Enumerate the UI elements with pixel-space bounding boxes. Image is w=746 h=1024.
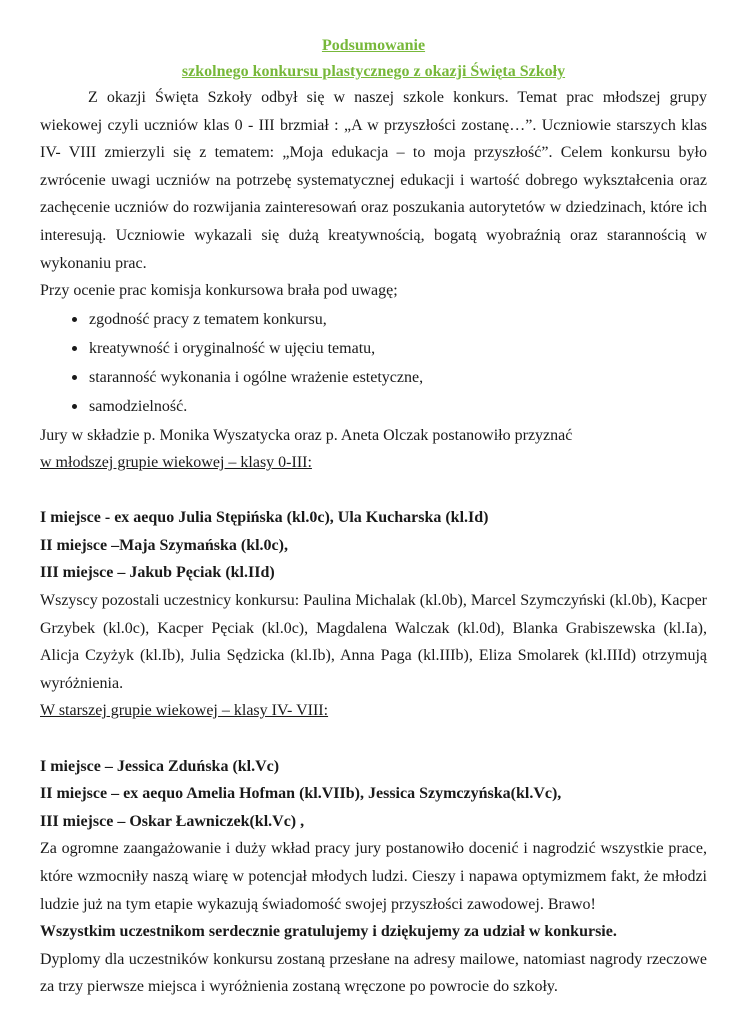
older-group-heading: W starszej grupie wiekowej – klasy IV- VIII:: [40, 702, 329, 720]
bullet-icon: [72, 404, 77, 409]
document-subtitle: szkolnego konkursu plastycznego z okazji Święta Szkoły: [181, 63, 566, 80]
criteria-item: [72, 363, 707, 392]
criteria-item: [72, 392, 707, 421]
younger-third-place: III miejsce – Jakub Pęciak (kl.IId): [40, 564, 275, 582]
spacer: [40, 725, 707, 753]
older-second-place: II miejsce – ex aequo Amelia Hofman (kl.VIIb), Jessica Szymczyńska(kl.Vc),: [40, 785, 562, 803]
closing-paragraph: Za ogromne zaangażowanie i duży wkład pracy jury postanowiło docenić i nagrodzić wszystkie prace, które wzmocniły naszą wiarę w potencjał młodych ludzi. Cieszy i napawa optymizmem fakt, że młodzi ludzie już na tym etapie wykazują świadomość swojej przyszłości zawodowej. Brawo!: [40, 840, 707, 913]
diplomas-paragraph: Dyplomy dla uczestników konkursu zostaną przesłane na adresy mailowe, natomiast nagrody rzeczowe za trzy pierwsze miejsca i wyróżnienia zostaną wręczone po powrocie do szkoły.: [40, 950, 707, 996]
older-third-place: III miejsce – Oskar Ławniczek(kl.Vc) ,: [40, 812, 305, 830]
document-title: Podsumowanie: [321, 37, 426, 54]
criteria-item-text: zgodność pracy z tematem konkursu,: [89, 310, 327, 328]
younger-second-place: II miejsce –Maja Szymańska (kl.0c),: [40, 536, 288, 554]
criteria-item: [72, 305, 707, 334]
criteria-list: [40, 305, 707, 422]
younger-distinctions: Wszyscy pozostali uczestnicy konkursu: Paulina Michalak (kl.0b), Marcel Szymczyński (kl.0b), Kacper Grzybek (kl.0c), Kacper Pęciak (kl.0c), Magdalena Walczak (kl.0d), Blanka Grabiszewska (kl.Ia), Alicja Czyżyk (kl.Ib), Julia Sędzicka (kl.Ib), Anna Paga (kl.IIIb), Eliza Smolarek (kl.IIId) otrzymują wyróżnienia.: [40, 592, 707, 692]
bullet-icon: [72, 346, 77, 351]
document-page: [40, 34, 707, 1001]
bullet-icon: [72, 375, 77, 380]
criteria-item: [72, 334, 707, 363]
thanks-paragraph: Wszystkim uczestnikom serdecznie gratulujemy i dziękujemy za udział w konkursie.: [40, 923, 617, 941]
criteria-item-text: samodzielność.: [89, 398, 188, 416]
younger-group-heading: w młodszej grupie wiekowej – klasy 0-III:: [40, 454, 312, 472]
older-first-place: I miejsce – Jessica Zduńska (kl.Vc): [40, 757, 280, 775]
bullet-icon: [72, 317, 77, 322]
criteria-item-text: kreatywność i oryginalność w ujęciu tematu,: [89, 339, 376, 357]
intro-paragraph: Z okazji Święta Szkoły odbył się w naszej szkole konkurs. Temat prac młodszej grupy wiekowej czyli uczniów klas 0 - III brzmiał : „A w przyszłości zostanę…”. Uczniowie starszych klas IV- VIII zmierzyli się z tematem: „Moja edukacja – to moja przyszłość”. Celem konkursu było zwrócenie uwagi uczniów na potrzebę systematycznej edukacji i wartość dobrego wykształcenia oraz zachęcenie uczniów do rozwijania zainteresowań oraz poszukania autorytetów w dziedzinach, które ich interesują. Uczniowie wykazali się dużą kreatywnością, bogatą wyobraźnią oraz starannością w wykonaniu prac.: [40, 89, 707, 272]
criteria-intro: Przy ocenie prac komisja konkursowa brała pod uwagę;: [40, 282, 398, 300]
criteria-item-text: staranność wykonania i ogólne wrażenie estetyczne,: [89, 369, 424, 387]
jury-paragraph: Jury w składzie p. Monika Wyszatycka oraz p. Aneta Olczak postanowiło przyznać: [40, 426, 573, 444]
younger-first-place: I miejsce - ex aequo Julia Stępińska (kl.0c), Ula Kucharska (kl.Id): [40, 509, 489, 527]
spacer: [40, 477, 707, 505]
